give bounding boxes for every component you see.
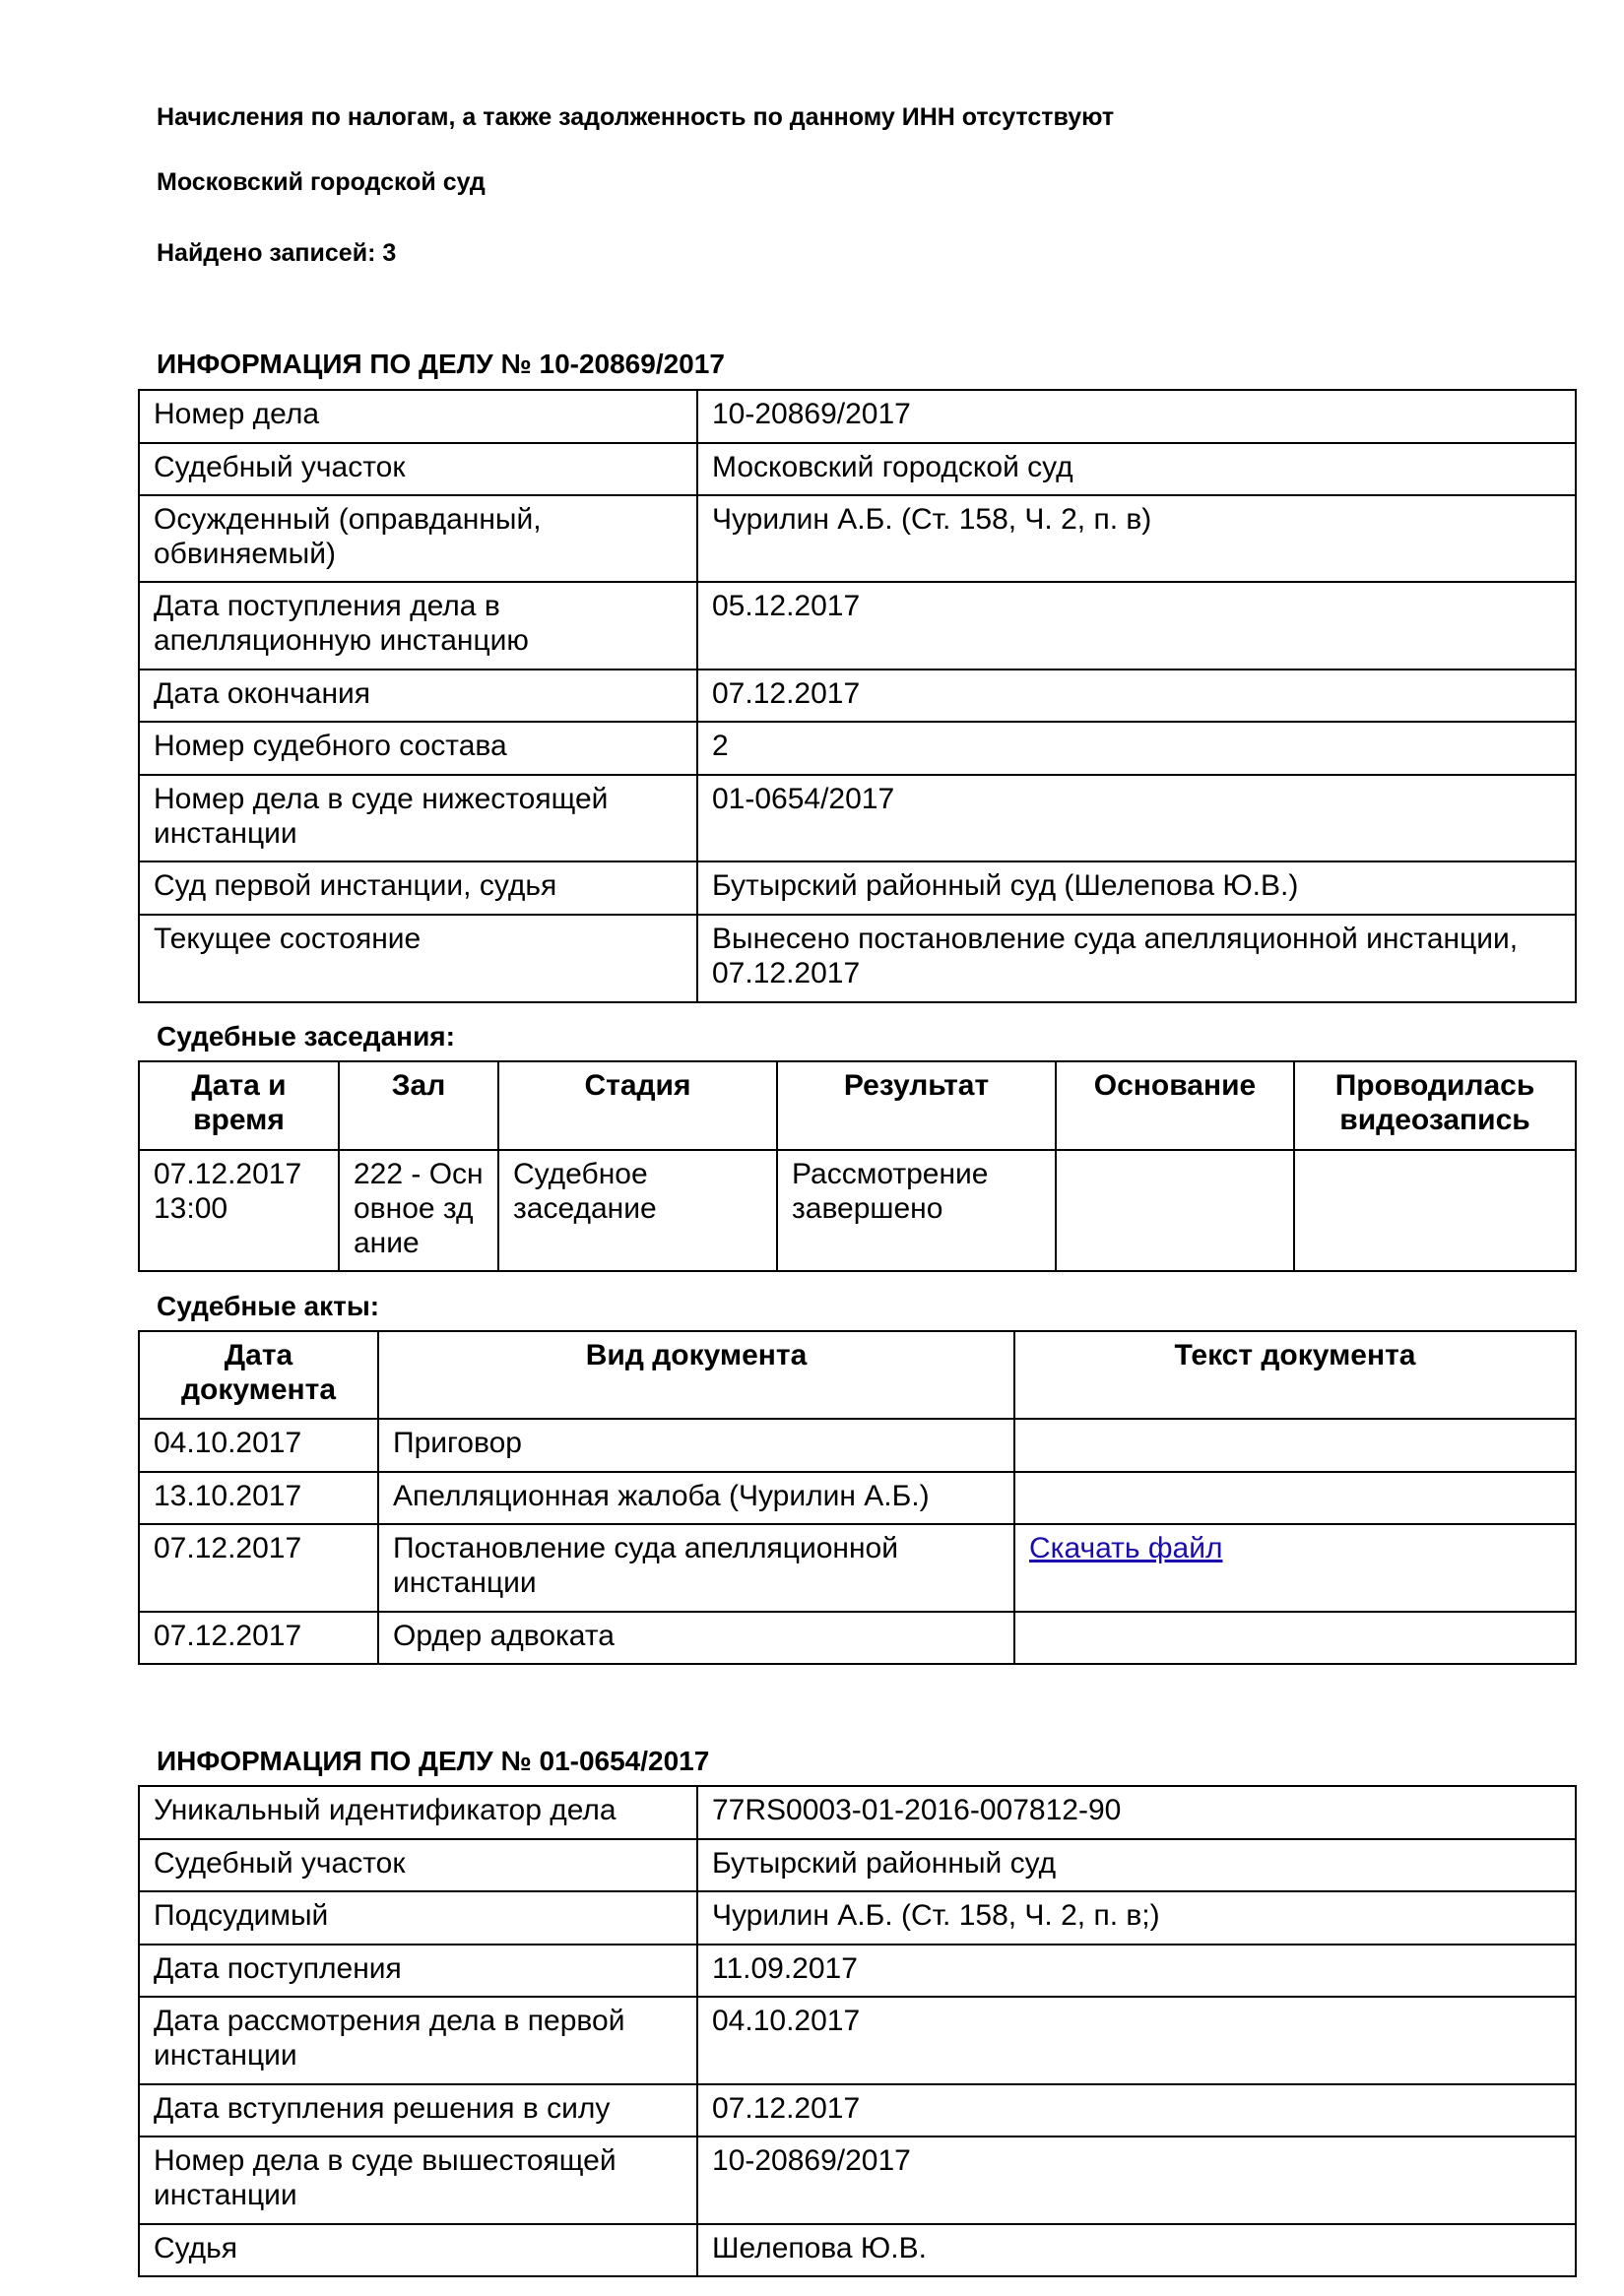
acts-title: Судебные акты: [157, 1291, 380, 1321]
row-label: Дата поступления дела в апелляционную инстанцию [139, 582, 697, 670]
table-row [139, 1150, 1576, 1271]
row-value: 01-0654/2017 [697, 775, 1576, 861]
column-header: Дата и время [139, 1061, 339, 1150]
table-row [139, 443, 1576, 495]
row-label: Номер дела в суде вышестоящей инстанции [139, 2137, 697, 2224]
row-label: Текущее состояние [139, 915, 697, 1002]
table-row [139, 495, 1576, 582]
hearings-table [138, 1060, 1577, 1272]
table-row [139, 390, 1576, 443]
act-date: 07.12.2017 [139, 1524, 378, 1612]
act-type: Ордер адвоката [378, 1612, 1014, 1664]
row-value: 11.09.2017 [697, 1945, 1576, 1997]
row-value: 04.10.2017 [697, 1997, 1576, 2084]
hearings-title: Судебные заседания: [157, 1021, 455, 1052]
row-value: 10-20869/2017 [697, 390, 1576, 443]
acts-table [138, 1330, 1577, 1665]
column-header: Вид документа [378, 1331, 1014, 1419]
row-label: Суд первой инстанции, судья [139, 861, 697, 915]
column-header: Дата документа [139, 1331, 378, 1419]
table-row [139, 1997, 1576, 2084]
case1-title: ИНФОРМАЦИЯ ПО ДЕЛУ № 10-20869/2017 [157, 349, 725, 379]
row-value: 07.12.2017 [697, 2084, 1576, 2137]
table-row [139, 2224, 1576, 2276]
column-header: Проводилась видеозапись [1294, 1061, 1576, 1150]
row-label: Дата вступления решения в силу [139, 2084, 697, 2137]
table-row [139, 915, 1576, 1002]
case2-info-table [138, 1785, 1577, 2277]
row-label: Осужденный (оправданный, обвиняемый) [139, 495, 697, 582]
case1-info-table [138, 389, 1577, 1003]
hearing-video [1294, 1150, 1576, 1271]
row-label: Судебный участок [139, 443, 697, 495]
table-row [139, 722, 1576, 775]
row-value: 05.12.2017 [697, 582, 1576, 670]
act-type: Апелляционная жалоба (Чурилин А.Б.) [378, 1472, 1014, 1524]
table-row [139, 861, 1576, 915]
row-label: Номер дела [139, 390, 697, 443]
act-text-cell [1014, 1524, 1576, 1612]
table-row [139, 1472, 1576, 1524]
download-file-link[interactable]: Скачать файл [1029, 1532, 1223, 1564]
column-header: Текст документа [1014, 1331, 1576, 1419]
hearing-datetime: 07.12.2017 13:00 [139, 1150, 339, 1271]
table-row [139, 1945, 1576, 1997]
hearing-result: Рассмотрение завершено [777, 1150, 1056, 1271]
column-header: Стадия [498, 1061, 777, 1150]
table-row [139, 582, 1576, 670]
hearing-basis [1056, 1150, 1294, 1271]
column-header: Основание [1056, 1061, 1294, 1150]
row-label: Уникальный идентификатор дела [139, 1786, 697, 1839]
row-value: 2 [697, 722, 1576, 775]
case2-title: ИНФОРМАЦИЯ ПО ДЕЛУ № 01-0654/2017 [157, 1746, 710, 1776]
act-text [1014, 1472, 1576, 1524]
row-label: Дата поступления [139, 1945, 697, 1997]
row-label: Дата рассмотрения дела в первой инстанции [139, 1997, 697, 2084]
act-date: 13.10.2017 [139, 1472, 378, 1524]
act-text [1014, 1612, 1576, 1664]
table-header-row [139, 1061, 1576, 1150]
table-row [139, 1612, 1576, 1664]
act-date: 07.12.2017 [139, 1612, 378, 1664]
row-value: Бутырский районный суд (Шелепова Ю.В.) [697, 861, 1576, 915]
table-row [139, 1839, 1576, 1891]
row-label: Судебный участок [139, 1839, 697, 1891]
row-value: 07.12.2017 [697, 670, 1576, 722]
table-row [139, 775, 1576, 861]
row-value: Московский городской суд [697, 443, 1576, 495]
row-value: Вынесено постановление суда апелляционной инстанции, 07.12.2017 [697, 915, 1576, 1002]
table-row [139, 2084, 1576, 2137]
table-row [139, 1786, 1576, 1839]
row-label: Номер судебного состава [139, 722, 697, 775]
row-label: Дата окончания [139, 670, 697, 722]
row-label: Подсудимый [139, 1891, 697, 1945]
hearing-stage: Судебное заседание [498, 1150, 777, 1271]
column-header: Результат [777, 1061, 1056, 1150]
row-label: Судья [139, 2224, 697, 2276]
hearing-hall: 222 - Основное здание [339, 1150, 498, 1271]
found-records: Найдено записей: 3 [157, 239, 397, 267]
act-date: 04.10.2017 [139, 1419, 378, 1472]
act-text [1014, 1419, 1576, 1472]
table-row [139, 1419, 1576, 1472]
act-type: Приговор [378, 1419, 1014, 1472]
table-row [139, 1891, 1576, 1945]
row-value: Бутырский районный суд [697, 1839, 1576, 1891]
row-value: Чурилин А.Б. (Ст. 158, Ч. 2, п. в) [697, 495, 1576, 582]
table-header-row [139, 1331, 1576, 1419]
row-value: 10-20869/2017 [697, 2137, 1576, 2224]
court-name: Московский городской суд [157, 168, 486, 196]
row-value: 77RS0003-01-2016-007812-90 [697, 1786, 1576, 1839]
row-value: Чурилин А.Б. (Ст. 158, Ч. 2, п. в;) [697, 1891, 1576, 1945]
row-value: Шелепова Ю.В. [697, 2224, 1576, 2276]
table-row [139, 1524, 1576, 1612]
column-header: Зал [339, 1061, 498, 1150]
table-row [139, 2137, 1576, 2224]
tax-notice: Начисления по налогам, а также задолженность по данному ИНН отсутствуют [157, 103, 1115, 131]
table-row [139, 670, 1576, 722]
row-label: Номер дела в суде нижестоящей инстанции [139, 775, 697, 861]
act-type: Постановление суда апелляционной инстанции [378, 1524, 1014, 1612]
